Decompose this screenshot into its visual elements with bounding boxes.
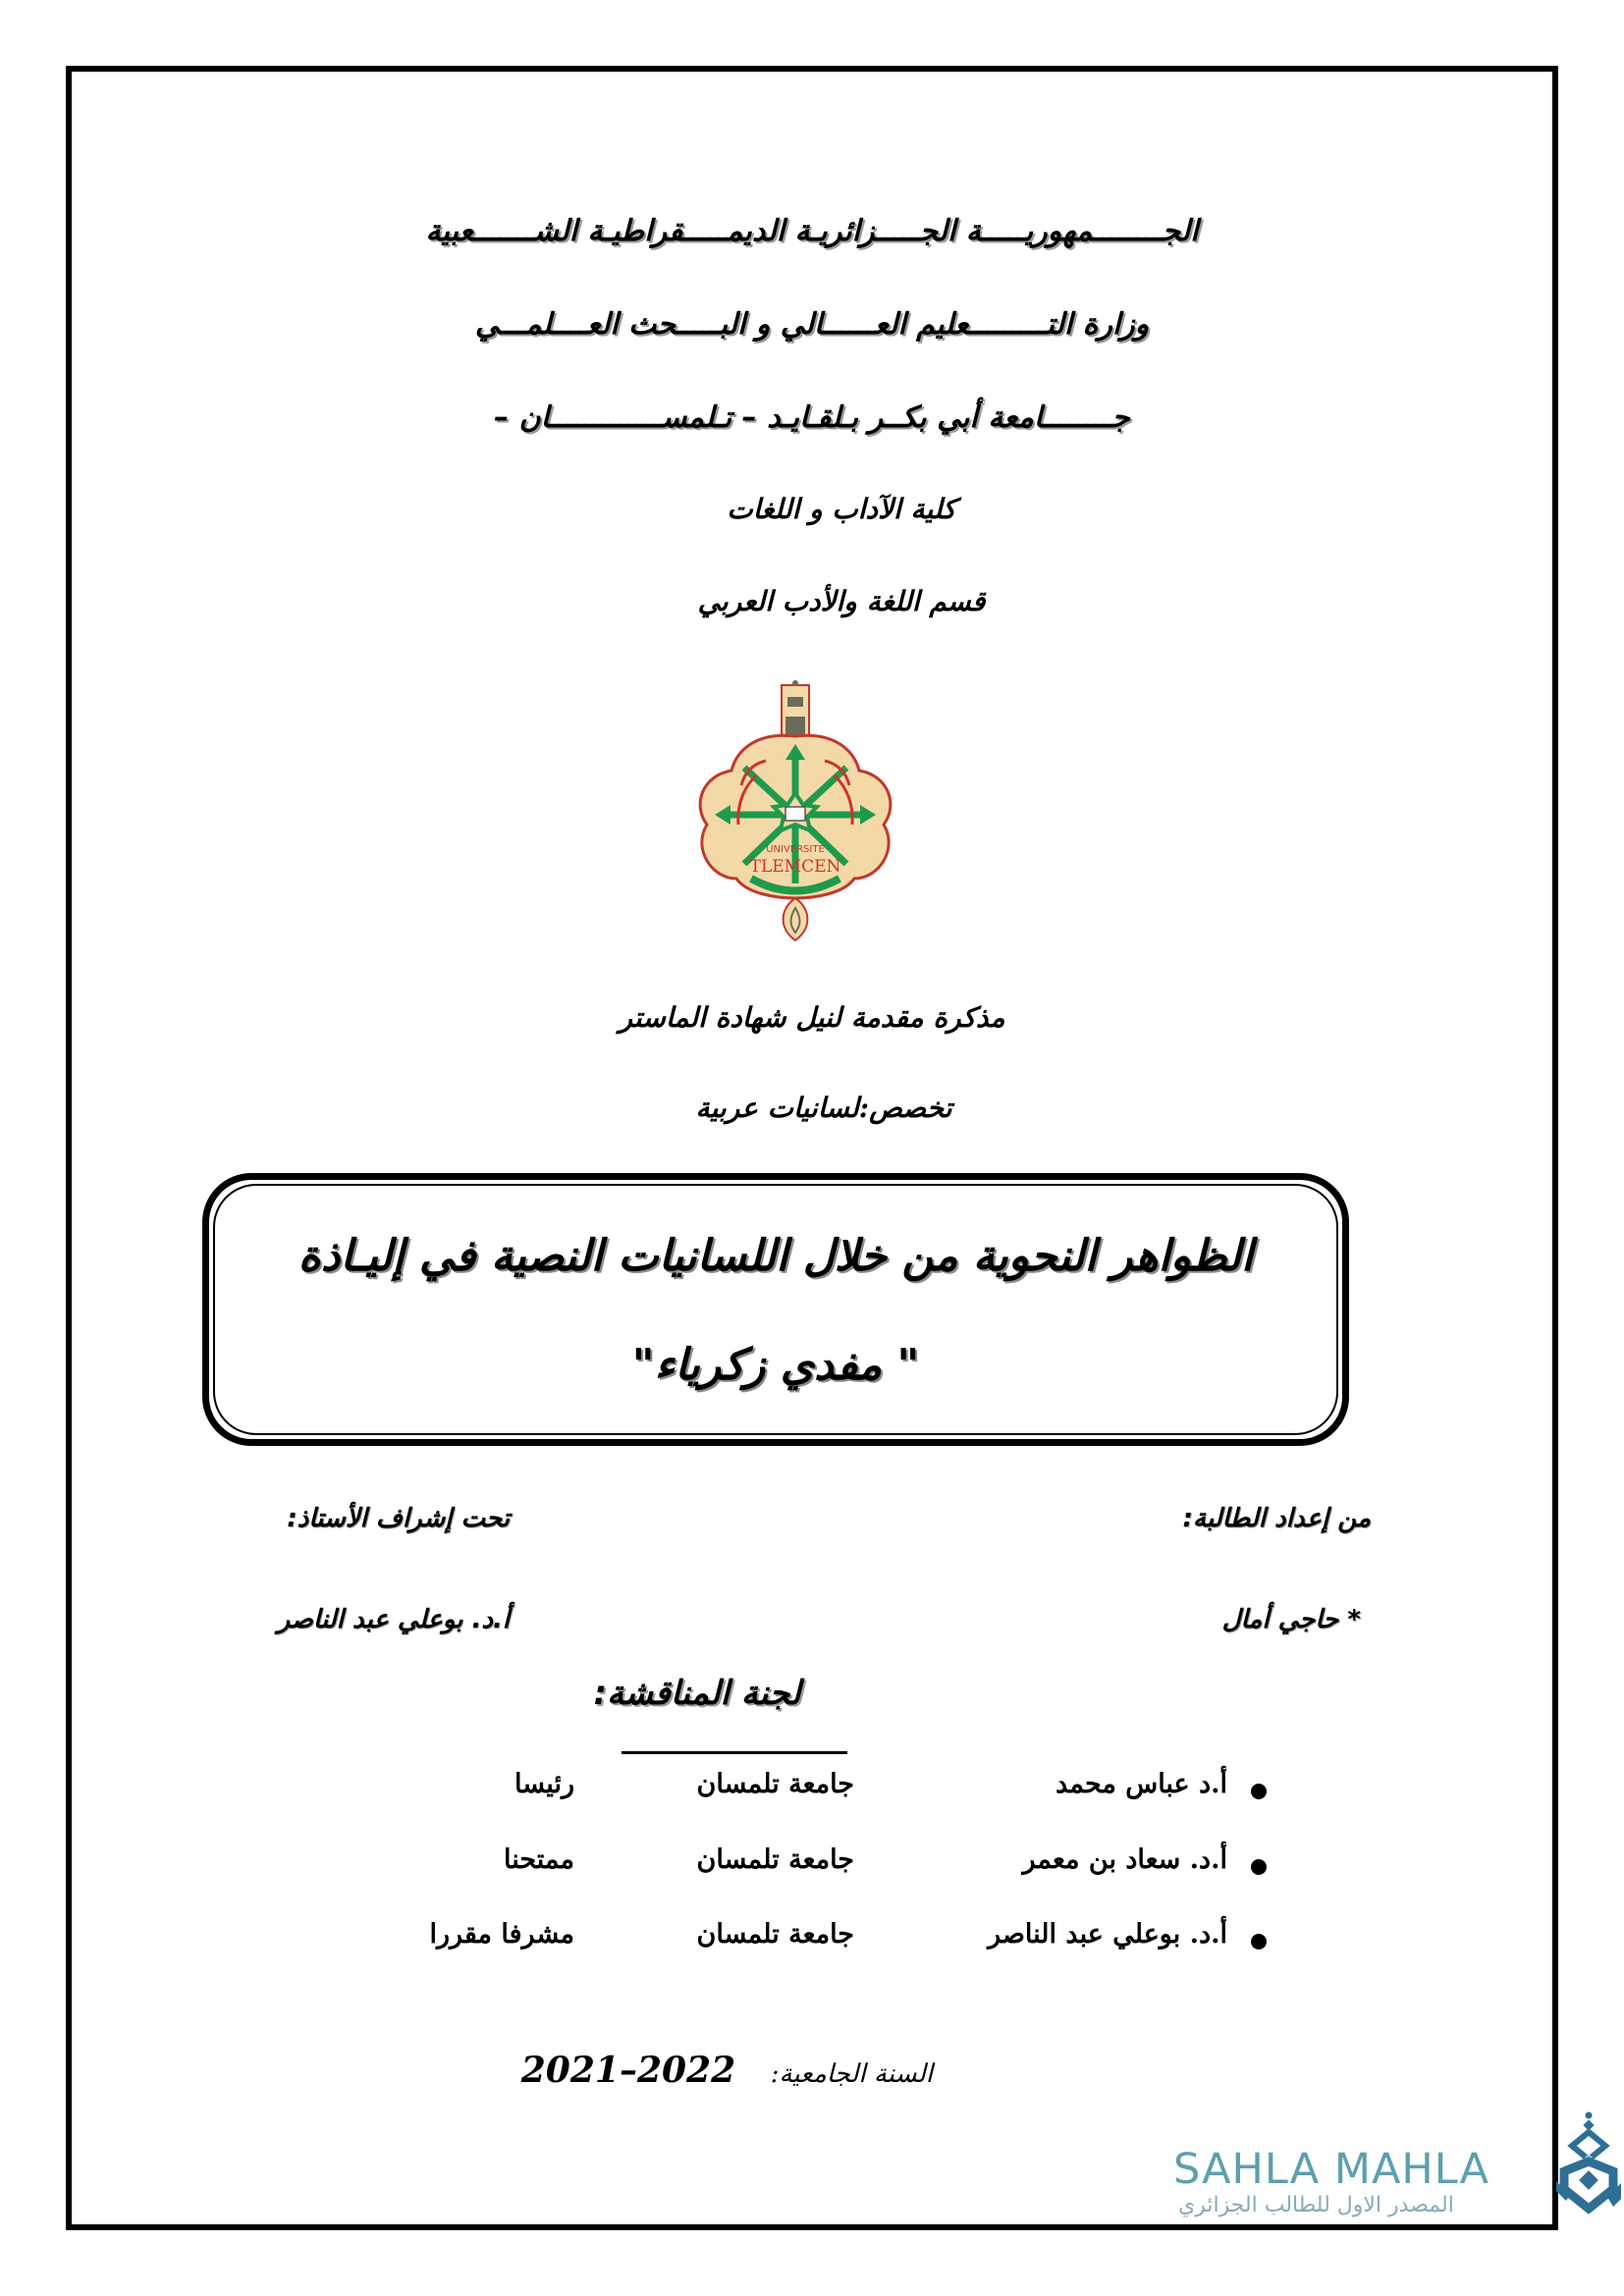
- committee-member-row: [295, 1919, 1267, 1968]
- thesis-title-box-inner-border: [213, 1184, 1338, 1435]
- faculty-heading: كلية الآداب و اللغات: [727, 493, 956, 525]
- committee-heading-underline: [622, 1751, 847, 1754]
- university-emblem-icon: [687, 677, 903, 942]
- student-name: * حاجي أمال: [1221, 1605, 1361, 1634]
- thesis-title-line1: الظواهر النحوية من خلال اللسانيات النصية في إليـاذة: [298, 1231, 1254, 1281]
- ministry-heading: وزارة التـــــــــعليم العــــــالي و البـــــحث العــــلمـــي: [474, 307, 1150, 342]
- svg-text:UNIVERSITE: UNIVERSITE: [766, 844, 825, 855]
- supervisor-name: أ.د. بوعلي عبد الناصر: [277, 1605, 510, 1634]
- republic-heading: الجــــــــمهوريـــــة الجـــــزائريـة الديمـــــقراطيـة الشـــــــعبية: [425, 214, 1199, 248]
- bullet-icon: [1251, 1859, 1267, 1875]
- member-university: جامعة تلمسان: [696, 1844, 854, 1875]
- member-university: جامعة تلمسان: [696, 1769, 854, 1799]
- thesis-specialty: تخصص:لسانيات عربية: [695, 1092, 952, 1124]
- sahla-mahla-logo-icon: [1556, 2110, 1621, 2218]
- bullet-icon: [1251, 1934, 1267, 1949]
- committee-member-row: [295, 1769, 1267, 1818]
- university-heading: جــــــــامعة أبي بكــر بـلقـايـد – تـلمســـــــــــــان –: [494, 400, 1130, 435]
- bullet-icon: [1251, 1784, 1267, 1799]
- thesis-title-line2: " مفدي زكرياء": [631, 1340, 920, 1390]
- member-name: أ.د. سعاد بن معمر: [1022, 1844, 1227, 1875]
- academic-year-value: 2022–2021: [520, 2050, 736, 2091]
- member-name: أ.د. بوعلي عبد الناصر: [988, 1919, 1227, 1949]
- committee-member-row: [295, 1844, 1267, 1894]
- department-heading: قسم اللغة والأدب العربي: [697, 585, 986, 617]
- academic-year: [511, 2050, 933, 2091]
- supervisor-label: تحت إشراف الأستاذ:: [287, 1504, 510, 1533]
- member-name: أ.د عباس محمد: [1056, 1769, 1227, 1799]
- member-role: مشرفا مقررا: [429, 1919, 574, 1949]
- svg-text:TLEMCEN: TLEMCEN: [749, 857, 841, 877]
- page-border: [66, 66, 1558, 2230]
- student-label: من إعداد الطالبة:: [1182, 1504, 1371, 1533]
- watermark-brand: SAHLA MAHLA: [1173, 2145, 1490, 2194]
- member-university: جامعة تلمسان: [696, 1919, 854, 1949]
- thesis-title-box: [202, 1173, 1349, 1446]
- watermark-tagline: المصدر الاول للطالب الجزائري: [1178, 2193, 1454, 2217]
- member-role: رئيسا: [514, 1769, 574, 1799]
- member-role: ممتحنا: [503, 1844, 574, 1875]
- thesis-type: مذكرة مقدمة لنيل شهادة الماستر: [619, 1001, 1005, 1034]
- committee-heading: لجنة المناقشة:: [593, 1674, 801, 1713]
- academic-year-label: السنة الجامعية:: [770, 2059, 933, 2089]
